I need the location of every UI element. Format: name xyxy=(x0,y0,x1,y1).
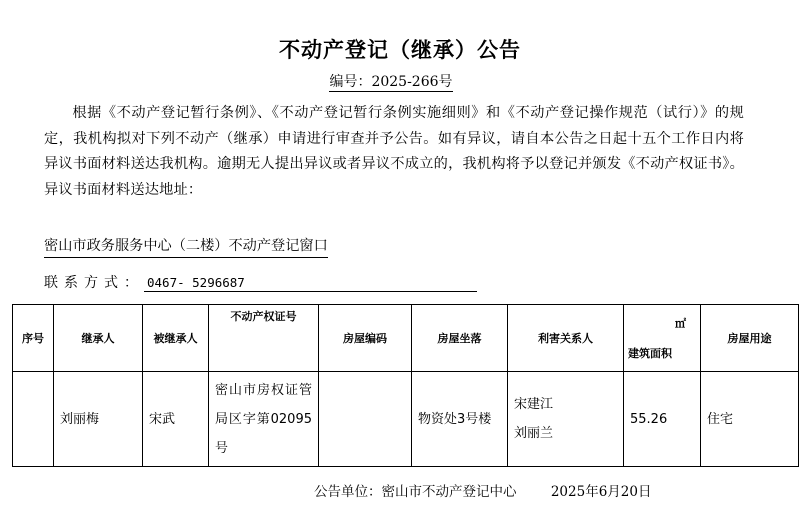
interested-party: 宋建江 xyxy=(514,397,554,412)
contact-line xyxy=(44,272,477,292)
header-heir: 继承人 xyxy=(54,305,143,372)
header-usage: 房屋用途 xyxy=(701,305,799,372)
header-area: 建筑面积 xyxy=(628,347,672,360)
header-location: 房屋坐落 xyxy=(412,305,508,372)
header-house-code: 房屋编码 xyxy=(319,305,412,372)
header-area-unit: ㎡ xyxy=(675,317,686,330)
issuer-label: 公告单位： xyxy=(314,484,382,500)
address-line xyxy=(44,235,328,255)
cell-house-code xyxy=(319,372,412,467)
cell-interested xyxy=(508,372,624,467)
table-header-row xyxy=(13,305,799,372)
header-decedent: 被继承人 xyxy=(143,305,209,372)
header-area-cell xyxy=(624,305,701,372)
interested-party: 刘丽兰 xyxy=(514,426,554,441)
header-seq: 序号 xyxy=(13,305,54,372)
cell-heir: 刘丽梅 xyxy=(54,372,143,467)
issuer-name: 密山市不动产登记中心 xyxy=(381,484,517,500)
notice-number: 编号：2025-266号 xyxy=(329,74,453,90)
header-interested: 利害关系人 xyxy=(508,305,624,372)
cell-decedent: 宋武 xyxy=(143,372,209,467)
notice-number-line xyxy=(0,71,782,91)
issue-date: 2025年6月20日 xyxy=(550,484,652,500)
cell-usage: 住宅 xyxy=(701,372,799,467)
cell-cert-no: 密山市房权证管局区字第02095号 xyxy=(209,372,319,467)
cell-area: 55.26 xyxy=(624,372,701,467)
submission-address: 密山市政务服务中心（二楼）不动产登记窗口 xyxy=(44,238,328,258)
contact-phone: 0467- 5296687 xyxy=(144,275,477,292)
records-table xyxy=(12,304,799,467)
header-cert-no: 不动产权证号 xyxy=(230,310,297,323)
header-cert-no-cell xyxy=(209,305,319,372)
cell-seq xyxy=(13,372,54,467)
contact-label: 联系方式： xyxy=(44,275,144,291)
table-row xyxy=(13,372,799,467)
notice-body: 根据《不动产登记暂行条例》、《不动产登记暂行条例实施细则》和《不动产登记操作规范（试行）》的规定，我机构拟对下列不动产（继承）申请进行审查并予公告。如有异议，请自本公告之日起十五个工作日内将异议书面材料送达我机构。逾期无人提出异议或者异议不成立的，我机构将予以登记并颁发《不动产权证书》。 异议书面材料送达地址： xyxy=(44,105,744,198)
cell-location: 物资处3号楼 xyxy=(412,372,508,467)
notice-footer xyxy=(314,480,651,500)
notice-title: 不动产登记（继承）公告 xyxy=(279,37,521,62)
